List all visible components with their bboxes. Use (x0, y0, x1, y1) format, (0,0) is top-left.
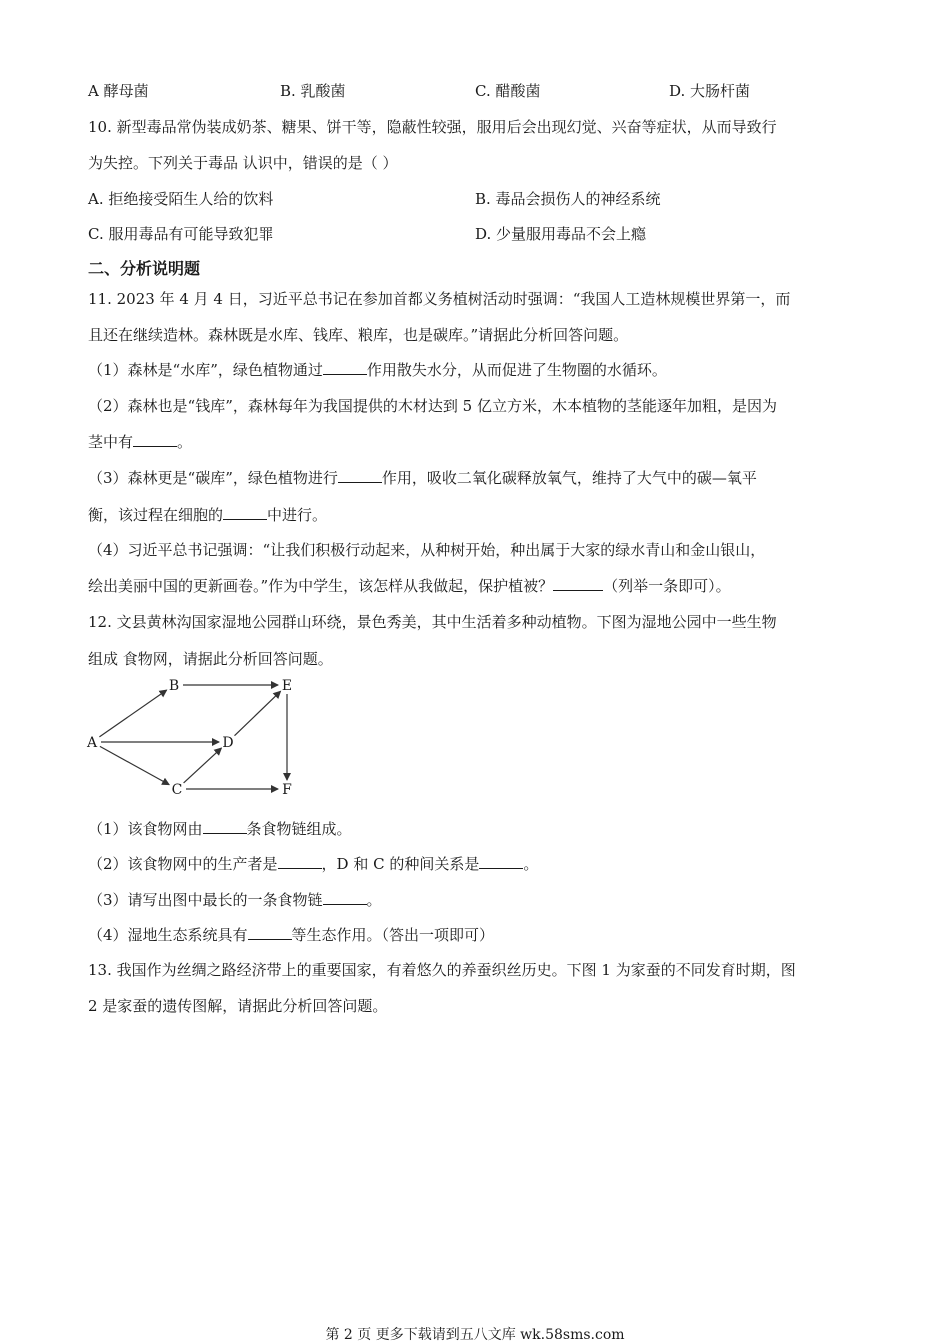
q12-stem-line1: 12. 文县黄林沟国家湿地公园群山环绕，景色秀美，其中生活着多种动植物。下图为湿地公园中一些生物 (88, 613, 777, 631)
q11-part4-line2: 绘出美丽中国的更新画卷。”作为中学生，该怎样从我做起，保护植被？ （列举一条即可）。 (88, 577, 731, 595)
q11-part3-line2: 衡，该过程在细胞的 中进行。 (88, 506, 328, 524)
answer-blank[interactable] (133, 432, 177, 447)
q10-stem-line1: 10. 新型毒品常伪装成奶茶、糖果、饼干等，隐蔽性较强，服用后会出现幻觉、兴奋等症状，从而导致行 (88, 118, 777, 136)
answer-blank[interactable] (323, 890, 367, 905)
q12-stem-line2: 组成 食物网，请据此分析回答问题。 (88, 650, 333, 668)
q10-option-a: A. 拒绝接受陌生人给的饮料 (88, 190, 274, 208)
food-web-arrow-c-d (184, 748, 222, 783)
answer-blank[interactable] (553, 576, 603, 591)
q9-option-b: B. 乳酸菌 (280, 82, 346, 100)
q9-option-a: A 酵母菌 (88, 82, 149, 100)
food-web-arrow-a-c (100, 746, 169, 784)
q12-part4: （4）湿地生态系统具有 等生态作用。（答出一项即可） (88, 926, 495, 944)
food-web-node-f: F (282, 782, 292, 798)
food-web-diagram (80, 672, 310, 804)
food-web-node-d: D (222, 735, 234, 751)
food-web-node-e: E (281, 678, 293, 694)
q11-stem-line2: 且还在继续造林。森林既是水库、钱库、粮库，也是碳库。”请据此分析回答问题。 (88, 326, 629, 344)
answer-blank[interactable] (323, 360, 367, 375)
food-web-node-c: C (171, 782, 183, 798)
q9-option-d: D. 大肠杆菌 (669, 82, 751, 100)
food-web-node-b: B (168, 678, 180, 694)
answer-blank[interactable] (479, 854, 523, 869)
q11-part3-line1: （3）森林更是“碳库”，绿色植物进行 作用，吸收二氧化碳释放氧气，维持了大气中的碳—氧平 (88, 469, 757, 487)
q9-option-c: C. 醋酸菌 (475, 82, 541, 100)
q12-part3: （3）请写出图中最长的一条食物链 。 (88, 891, 382, 909)
q11-part1: （1）森林是“水库”，绿色植物通过 作用散失水分，从而促进了生物圈的水循环。 (88, 361, 667, 379)
answer-blank[interactable] (338, 468, 382, 483)
answer-blank[interactable] (203, 819, 247, 834)
q11-part2-line1: （2）森林也是“钱库”，森林每年为我国提供的木材达到 5 亿立方米，木本植物的茎能逐年加粗，是因为 (88, 397, 777, 415)
q11-stem-line1: 11. 2023 年 4 月 4 日，习近平总书记在参加首都义务植树活动时强调：“我国人工造林规模世界第一，而 (88, 290, 791, 308)
q10-stem-line2: 为失控。下列关于毒品 认识中，错误的是（ ） (88, 154, 398, 172)
q11-part4-line1: （4）习近平总书记强调：“让我们积极行动起来，从种树开始，种出属于大家的绿水青山和金山银山， (88, 541, 766, 559)
section-heading: 二、分析说明题 (88, 259, 201, 278)
food-web-arrow-a-b (99, 690, 166, 737)
q12-part2: （2）该食物网中的生产者是 ，D 和 C 的种间关系是 。 (88, 855, 539, 873)
q10-option-c: C. 服用毒品有可能导致犯罪 (88, 225, 274, 243)
q13-stem-line1: 13. 我国作为丝绸之路经济带上的重要国家，有着悠久的养蚕织丝历史。下图 1 为家蚕的不同发育时期，图 (88, 961, 796, 979)
food-web-node-a: A (86, 735, 98, 751)
answer-blank[interactable] (223, 505, 267, 520)
answer-blank[interactable] (248, 925, 292, 940)
food-web-arrow-d-e (235, 691, 281, 735)
q11-part2-line2: 茎中有 。 (88, 433, 193, 451)
page-footer: 第 2 页 更多下载请到五八文库 wk.58sms.com (325, 1327, 625, 1343)
q13-stem-line2: 2 是家蚕的遗传图解，请据此分析回答问题。 (88, 997, 388, 1015)
answer-blank[interactable] (278, 854, 322, 869)
q12-part1: （1）该食物网由 条食物链组成。 (88, 820, 352, 838)
q10-option-d: D. 少量服用毒品不会上瘾 (475, 225, 647, 243)
q10-option-b: B. 毒品会损伤人的神经系统 (475, 190, 661, 208)
